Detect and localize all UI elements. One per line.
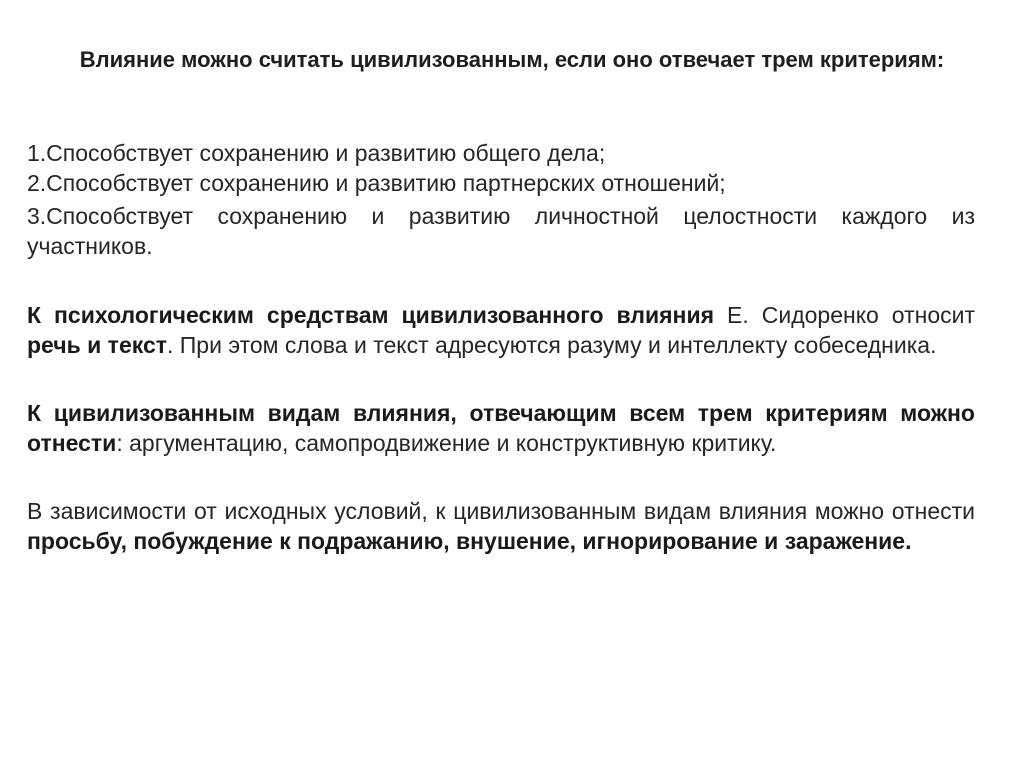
slide-title: Влияние можно считать цивилизованным, если оно отвечает трем критериям: bbox=[79, 47, 945, 72]
criterion-item-1: 1.Способствует сохранению и развитию общего дела; bbox=[27, 140, 606, 166]
paragraph-1-bold-mid: речь и текст bbox=[27, 332, 167, 358]
paragraph-2-bold-lead: К цивилизованным видам влияния, отвечающим всем трем критериям можно отнести bbox=[27, 400, 975, 456]
criterion-item-3: 3.Способствует сохранению и развитию личностной целостности каждого из участников. bbox=[27, 203, 975, 259]
paragraph-2-text-1: : аргументацию, самопродвижение и конструктивную критику. bbox=[116, 430, 777, 456]
paragraph-1-bold-lead: К психологическим средствам цивилизованного влияния bbox=[27, 302, 715, 328]
paragraph-conditional-types bbox=[27, 496, 975, 556]
paragraph-civilized-types bbox=[27, 398, 975, 458]
paragraph-1-text-1: Е. Сидоренко относит bbox=[714, 302, 976, 328]
criteria-list bbox=[27, 138, 975, 261]
slide-body bbox=[27, 138, 975, 556]
paragraph-3-bold-tail: просьбу, побуждение к подражанию, внушение, игнорирование и заражение. bbox=[27, 528, 912, 554]
paragraph-3-text-1: В зависимости от исходных условий, к цивилизованным видам влияния можно отнести bbox=[27, 498, 975, 524]
paragraph-psychological-means bbox=[27, 300, 975, 360]
paragraph-1-text-2: . При этом слова и текст адресуются разуму и интеллекту собеседника. bbox=[167, 332, 937, 358]
criterion-item-2: 2.Способствует сохранению и развитию партнерских отношений; bbox=[27, 170, 726, 196]
